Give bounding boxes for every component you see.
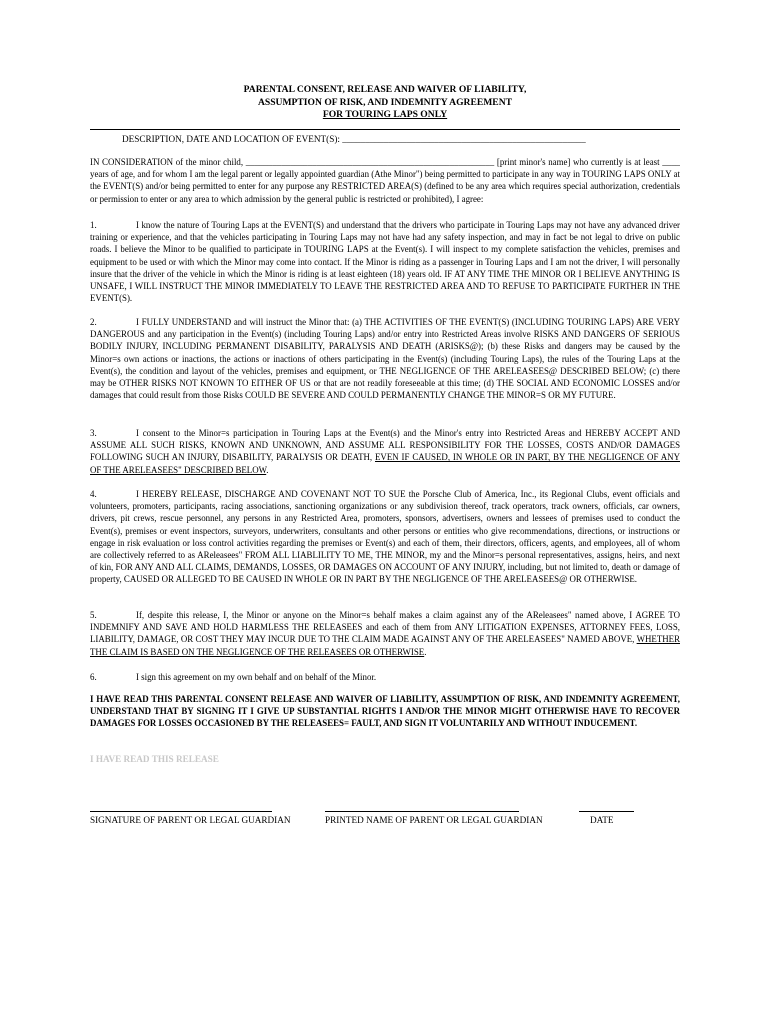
paragraph-5-text: If, despite this release, I, the Minor or anyone on the Minor=s behalf makes a claim against any of the AReleasees" named above, I AGREE TO INDEMNIFY AND SAVE AND HOLD HARMLESS THE RELEASEES and each of them from ANY LITIGATION EXPENSES, ATTORNEY FEES, LOSS, LIABILITY, DAMAGE, OR COST THEY MAY INCUR DUE TO THE CLAIM MADE AGAINST ANY OF THE ARELEASEES" NAMED ABOVE, bbox=[90, 610, 680, 645]
title-line-1: PARENTAL CONSENT, RELEASE AND WAIVER OF LIABILITY, bbox=[243, 84, 527, 95]
paragraph-5-number: 5. bbox=[90, 610, 97, 620]
paragraph-3-number: 3. bbox=[90, 428, 97, 438]
event-description-label: DESCRIPTION, DATE AND LOCATION OF EVENT(S): bbox=[122, 134, 340, 144]
paragraph-4-text: I HEREBY RELEASE, DISCHARGE AND COVENANT NOT TO SUE the Porsche Club of America, Inc., its Regional Clubs, event officials and volunteers, promoters, participants, racing associations, sanctioning organizations or any subdivision thereof, track operators, track owners, officials, car owners, drivers, pit crews, rescue personnel, any persons in any Restricted Area, promoters, sponsors, advertisers, owners and lessees of premises used to conduct the Event(s), premises or event inspectors, surveyors, underwriters, consultants and other persons or entities who give recommendations, directions, or instructions or engage in risk evaluation or loss control activities regarding the premises or Event(s) and each of them, their directors, officers, agents, and employees, all of whom are collectively referred to as AReleasees" FROM ALL LIABLILITY TO ME, THE MINOR, my and the Minor=s personal representatives, assigns, heirs, and next of kin, FOR ANY AND ALL CLAIMS, DEMANDS, LOSSES, OR DAMAGES ON ACCOUNT OF ANY INJURY, including, but not limited to, death or damage of property, CAUSED OR ALLEGED TO BE CAUSED IN WHOLE OR IN PART BY THE NEGLIGENCE OF THE ARELEASEES@ OR OTHERWISE. bbox=[90, 489, 680, 585]
paragraph-2-text: I FULLY UNDERSTAND and will instruct the Minor that: (a) THE ACTIVITIES OF THE EVENT(S) (INCLUDING TOURING LAPS) ARE VERY DANGEROUS and any participation in the Event(s) (including Touring Laps) and/or entry into Restricted Areas involve RISKS AND DANGERS OF SERIOUS BODILY INJURY, INCLUDING PERMANENT DISABILITY, PARALYSIS AND DEATH (ARISKS@); (b) these Risks and dangers may be caused by the Minor=s own actions or inactions, the actions or inactions of others participating in the Event(s) (including Touring Laps), the rules of the Touring Laps at the Event(s), the condition and layout of the vehicles, premises and equipment, or THE NEGLIGENCE OF THE ARELEASEES@ DESCRIBED BELOW; (c) there may be OTHER RISKS NOT KNOWN TO EITHER OF US or that are not readily foreseeable at this time; (d) THE SOCIAL AND ECONOMIC LOSSES and/or damages that could result from those Risks COULD BE SEVERE AND COULD PERMANENTLY CHANGE THE MINOR=S OR MY FUTURE. bbox=[90, 317, 680, 401]
paragraph-2-number: 2. bbox=[90, 317, 97, 327]
paragraph-5-end: . bbox=[424, 646, 427, 657]
paragraph-4 bbox=[90, 488, 680, 586]
parent-signature-line[interactable] bbox=[90, 811, 272, 812]
title-line-2: ASSUMPTION OF RISK, AND INDEMNITY AGREEMENT bbox=[257, 96, 513, 108]
date-label: DATE bbox=[590, 815, 614, 825]
date-line[interactable] bbox=[579, 811, 634, 812]
printed-name-label: PRINTED NAME OF PARENT OR LEGAL GUARDIAN bbox=[325, 815, 543, 825]
paragraph-3 bbox=[90, 427, 680, 476]
paragraph-2 bbox=[90, 316, 680, 401]
paragraph-3-underlined: EVEN IF CAUSED, IN WHOLE OR IN PART, BY THE NEGLIGENCE OF ANY OF THE ARELEASEES" DESCRIBED BELOW bbox=[90, 452, 680, 475]
closing-acknowledgement: I HAVE READ THIS PARENTAL CONSENT RELEASE AND WAIVER OF LIABILITY, ASSUMPTION OF RISK, AND INDEMNITY AGREEMENT, UNDERSTAND THAT BY SIGNING IT I GIVE UP SUBSTANTIAL RIGHTS I AND/OR THE MINOR MIGHT OTHERWISE HAVE TO RECOVER DAMAGES FOR LOSSES OCCASIONED BY THE RELEASEES= FAULT, AND SIGN IT VOLUNTARILY AND WITHOUT INDUCEMENT. bbox=[90, 694, 680, 729]
paragraph-4-number: 4. bbox=[90, 489, 97, 499]
paragraph-6-number: 6. bbox=[90, 672, 97, 682]
paragraph-3-end: . bbox=[266, 464, 269, 475]
paragraph-5 bbox=[90, 609, 680, 658]
title-divider bbox=[90, 129, 680, 130]
paragraph-1-number: 1. bbox=[90, 220, 97, 230]
title-line-3: FOR TOURING LAPS ONLY bbox=[322, 109, 448, 120]
event-description-field bbox=[122, 133, 586, 145]
paragraph-3-text: I consent to the Minor=s participation in Touring Laps at the Event(s) and the Minor's entry into Restricted Areas and HEREBY ACCEPT AND ASSUME ALL SUCH RISKS, KNOWN AND UNKNOWN, AND ASSUME ALL RESPONSIBILITY FOR THE LOSSES, COSTS AND/OR DAMAGES FOLLOWING SUCH AN INJURY, DISABILITY, PARALYSIS OR DEATH, bbox=[90, 428, 680, 463]
intro-paragraph: IN CONSIDERATION of the minor child, ________________________________________________________ [print minor's name] who currently is at least ____ years of age, and for whom I am the legal parent or legally appointed guardian (Athe Minor") being permitted to participate in any way in TOURING LAPS ONLY at the EVENT(S) and/or being permitted to enter for any purpose any RESTRICTED AREA(S) (defined to be any area which requires special authorization, credentials or permission to enter or any area to which admission by the general public is restricted or prohibited), I agree: bbox=[90, 157, 680, 204]
paragraph-5-underlined: WHETHER THE CLAIM IS BASED ON THE NEGLIGENCE OF THE RELEASEES OR OTHERWISE bbox=[90, 634, 680, 657]
paragraph-6-text: I sign this agreement on my own behalf and on behalf of the Minor. bbox=[136, 672, 377, 682]
paragraph-1-text: I know the nature of Touring Laps at the EVENT(S) and understand that the drivers who participate in Touring Laps may not have any advanced driver training or experience, and that the vehicles participating in Touring Laps may not have had any safety inspection, and may in fact be not legal to drive on public roads. I believe the Minor to be qualified to participate in TOURING LAPS at the Event(s). I will inspect to my complete satisfaction the vehicles, premises and equipment to be used or with which the Minor may come into contact. If the Minor is riding as a passenger in Touring Laps and I am not the driver, I will personally insure that the driver of the vehicle in which the Minor is riding is at least eighteen (18) years old. IF AT ANY TIME THE MINOR OR I BELIEVE ANYTHING IS UNSAFE, I WILL INSTRUCT THE MINOR IMMEDIATELY TO LEAVE THE RESTRICTED AREA AND TO REFUSE TO PARTICIPATE FURTHER IN THE EVENT(S). bbox=[90, 220, 680, 304]
have-read-field[interactable]: I HAVE READ THIS RELEASE bbox=[90, 754, 219, 764]
paragraph-6 bbox=[90, 671, 680, 683]
document-title bbox=[90, 84, 680, 122]
event-description-blank[interactable]: _____________________________________________________ bbox=[342, 134, 586, 144]
paragraph-1 bbox=[90, 219, 680, 304]
printed-name-line[interactable] bbox=[325, 811, 519, 812]
parent-signature-label: SIGNATURE OF PARENT OR LEGAL GUARDIAN bbox=[90, 815, 291, 825]
